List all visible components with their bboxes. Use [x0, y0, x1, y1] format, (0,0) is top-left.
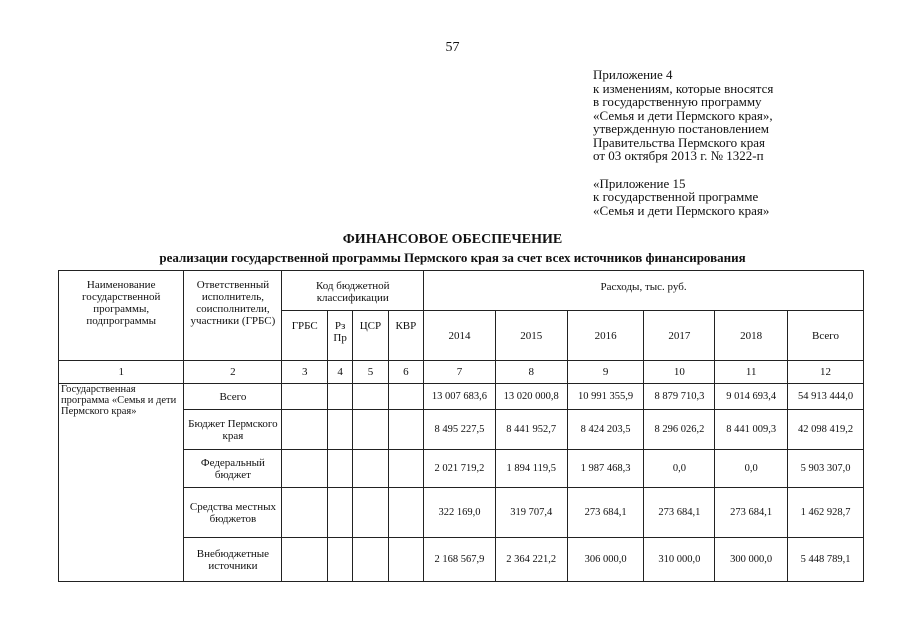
header-expenses: Расходы, тыс. руб.: [424, 271, 864, 311]
header-kvr: КВР: [388, 311, 423, 361]
value-2016: 306 000,0: [567, 538, 644, 582]
header-rzpr: Рз Пр: [327, 311, 352, 361]
header-year-2015: 2015: [495, 311, 567, 361]
page-number: 57: [445, 40, 460, 55]
value-total: 42 098 419,2: [788, 410, 864, 450]
column-number: 3: [282, 361, 328, 384]
value-2014: 8 495 227,5: [424, 410, 496, 450]
header-year-2014: 2014: [424, 311, 496, 361]
appendix2-line: «Семья и дети Пермского края»: [593, 202, 770, 218]
value-2015: 2 364 221,2: [495, 538, 567, 582]
value-2017: 8 296 026,2: [644, 410, 715, 450]
document-subtitle: реализации государственной программы Пермского края за счет всех источников финансирования: [159, 250, 746, 265]
financing-table: [58, 270, 864, 582]
value-total: 5 903 307,0: [788, 450, 864, 488]
header-executor: Ответственный исполнитель, соисполнители, участники (ГРБС): [184, 271, 282, 361]
value-2015: 13 020 000,8: [495, 384, 567, 410]
value-total: 5 448 789,1: [788, 538, 864, 582]
appendix-line: в государственную программу: [593, 94, 762, 109]
value-2018: 0,0: [715, 450, 788, 488]
column-number: 5: [353, 361, 388, 384]
value-2015: 1 894 119,5: [495, 450, 567, 488]
value-2015: 319 707,4: [495, 488, 567, 538]
appendix-note: [593, 68, 773, 217]
header-year-2016: 2016: [567, 311, 644, 361]
column-numbers-row: [59, 361, 864, 384]
value-total: 1 462 928,7: [788, 488, 864, 538]
value-2017: 8 879 710,3: [644, 384, 715, 410]
header-csr: ЦСР: [353, 311, 388, 361]
column-number: 11: [715, 361, 788, 384]
column-number: 12: [788, 361, 864, 384]
column-number: 1: [59, 361, 184, 384]
column-number: 9: [567, 361, 644, 384]
value-2018: 9 014 693,4: [715, 384, 788, 410]
funding-source: Средства местных бюджетов: [184, 488, 282, 538]
appendix-line: Правительства Пермского края: [593, 134, 765, 150]
value-2016: 10 991 355,9: [567, 384, 644, 410]
funding-source: Всего: [184, 384, 282, 410]
appendix-line: утвержденную постановлением: [593, 121, 770, 136]
header-year-2018: 2018: [715, 311, 788, 361]
table-row: [59, 384, 864, 410]
column-number: 7: [424, 361, 496, 384]
funding-source: Федеральный бюджет: [184, 450, 282, 488]
value-2016: 273 684,1: [567, 488, 644, 538]
appendix2-line: «Приложение 15: [593, 175, 686, 191]
program-name: Государственная программа «Семья и дети Пермского края»: [59, 384, 184, 582]
header-name: Наименование государственной программы, подпрограммы: [59, 271, 184, 361]
appendix-line: к изменениям, которые вносятся: [593, 80, 774, 96]
value-2017: 310 000,0: [644, 538, 715, 582]
value-2014: 2 168 567,9: [424, 538, 496, 582]
appendix2-line: к государственной программе: [593, 189, 759, 204]
appendix-line: «Семья и дети Пермского края»,: [593, 107, 773, 123]
column-number: 4: [327, 361, 352, 384]
header-budget-code: Код бюджетной классификации: [282, 271, 424, 311]
value-2015: 8 441 952,7: [495, 410, 567, 450]
header-year-2017: 2017: [644, 311, 715, 361]
funding-source: Внебюджетные источники: [184, 538, 282, 582]
value-total: 54 913 444,0: [788, 384, 864, 410]
value-2016: 8 424 203,5: [567, 410, 644, 450]
value-2014: 2 021 719,2: [424, 450, 496, 488]
value-2017: 0,0: [644, 450, 715, 488]
document-title: ФИНАНСОВОЕ ОБЕСПЕЧЕНИЕ: [342, 232, 563, 247]
appendix-line: Приложение 4: [593, 67, 673, 82]
appendix-line: от 03 октября 2013 г. № 1322-п: [593, 148, 764, 163]
value-2017: 273 684,1: [644, 488, 715, 538]
value-2018: 273 684,1: [715, 488, 788, 538]
value-2018: 8 441 009,3: [715, 410, 788, 450]
header-total: Всего: [788, 311, 864, 361]
value-2018: 300 000,0: [715, 538, 788, 582]
column-number: 10: [644, 361, 715, 384]
header-grbs: ГРБС: [282, 311, 328, 361]
value-2016: 1 987 468,3: [567, 450, 644, 488]
column-number: 8: [495, 361, 567, 384]
column-number: 2: [184, 361, 282, 384]
value-2014: 322 169,0: [424, 488, 496, 538]
column-number: 6: [388, 361, 423, 384]
value-2014: 13 007 683,6: [424, 384, 496, 410]
funding-source: Бюджет Пермского края: [184, 410, 282, 450]
